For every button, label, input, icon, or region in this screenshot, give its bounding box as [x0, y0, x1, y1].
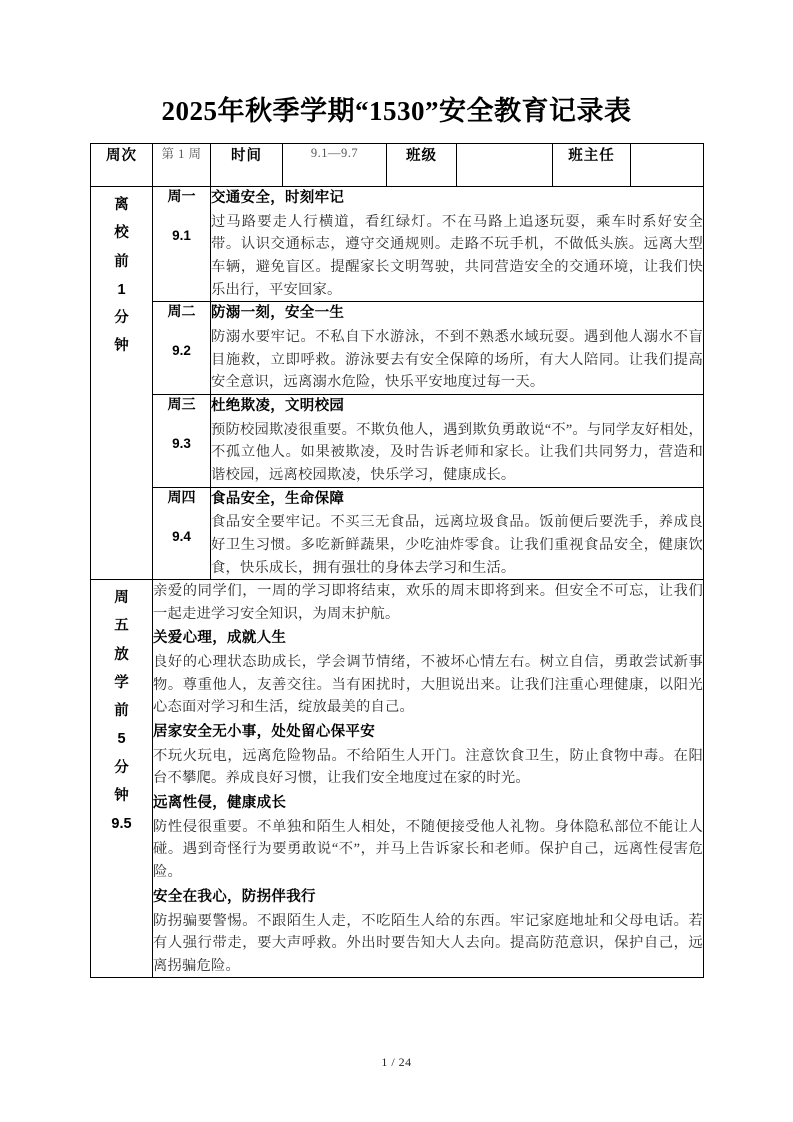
topic-body: 不玩火玩电，远离危险物品。不给陌生人开门。注意饮食卫生，防止食物中毒。在阳台不攀爬。养成良好习惯，让我们安全地度过在家的时光。 [153, 747, 703, 787]
topic-heading: 杜绝欺凌，文明校园 [211, 397, 345, 414]
topic-body: 防溺水要牢记。不私自下水游泳，不到不熟悉水域玩耍。遇到他人溺水不盲目施救，立即呼救。游泳要去有安全保障的场所，有大人陪同。让我们提高安全意识，远离溺水危险，快乐平安地度过每一天。 [211, 329, 703, 391]
topic-heading: 关爱心理，成就人生 [153, 630, 287, 647]
topic-body: 良好的心理状态助成长，学会调节情绪，不被坏心情左右。树立自信，勇敢尝试新事物。尊重他人，友善交往。当有困扰时，大胆说出来。让我们注重心理健康，以阳光心态面对学习和生活，绽放最美的自己。 [153, 654, 703, 716]
vlabel-date: 9.5 [111, 816, 132, 833]
header-cell-class-value[interactable] [457, 144, 553, 187]
vlabel-char: 钟 [114, 338, 129, 355]
topic-heading: 交通安全，时刻牢记 [211, 190, 345, 206]
vlabel-char: 分 [114, 310, 129, 327]
safety-record-table [90, 143, 704, 978]
vlabel-char: 学 [114, 674, 129, 691]
day-cell-thursday [153, 487, 211, 580]
content-cell-monday [211, 187, 704, 302]
topic-heading: 居家安全无小事，处处留心保平安 [153, 723, 375, 740]
table-row-monday [91, 187, 704, 302]
vlabel-char: 分 [114, 759, 129, 776]
vlabel-char: 放 [114, 646, 129, 663]
content-cell-wednesday [211, 394, 704, 487]
topic-body: 防拐骗要警惕。不跟陌生人走，不吃陌生人给的东西。牢记家庭地址和父母电话。若有人强行带走，要大声呼救。外出时要告知大人去向。提高防范意识，保护自己，远离拐骗危险。 [153, 912, 703, 974]
table-row-tuesday [91, 302, 704, 395]
vlabel-char: 五 [114, 618, 129, 635]
week-label: 周次 [106, 148, 137, 164]
header-cell-week-label [91, 144, 153, 187]
topic-body: 食品安全要牢记。不买三无食品，远离垃圾食品。饭前便后要洗手，养成良好卫生习惯。多吃新鲜蔬果，少吃油炸零食。让我们重视食品安全，健康饮食，快乐成长，拥有强壮的身体去学习和生活。 [211, 514, 703, 576]
safety-record-table-wrapper [90, 143, 703, 978]
day-name: 周四 [167, 488, 196, 505]
topic-body: 预防校园欺凌很重要。不欺负他人，遇到欺负勇敢说“不”。与同学友好相处，不孤立他人。如果被欺凌，及时告诉老师和家长。让我们共同努力，营造和谐校园，远离校园欺凌，快乐学习，健康成长。 [211, 421, 703, 483]
teacher-label: 班主任 [568, 148, 615, 164]
header-cell-week-value[interactable] [153, 144, 211, 187]
day-date: 9.1 [172, 228, 191, 244]
day-date: 9.4 [172, 528, 191, 544]
vlabel-char: 前 [114, 703, 129, 720]
day-cell-wednesday [153, 394, 211, 487]
vlabel-char: 周 [114, 590, 129, 607]
table-header-row [91, 144, 704, 187]
vlabel-char: 5 [117, 731, 126, 748]
day-name: 周三 [167, 395, 196, 412]
day-name: 周二 [167, 303, 196, 320]
vlabel-char: 钟 [114, 788, 129, 804]
vlabel-char: 校 [114, 225, 129, 242]
header-cell-teacher-value[interactable] [631, 144, 704, 187]
day-cell-monday [153, 187, 211, 302]
topic-body: 防性侵很重要。不单独和陌生人相处，不随便接受他人礼物。身体隐私部位不能让人碰。遇到奇怪行为要勇敢说“不”，并马上告诉家长和老师。保护自己，远离性侵害危险。 [153, 818, 703, 881]
vlabel-char: 1 [117, 281, 126, 298]
day-date: 9.2 [172, 343, 191, 359]
vertical-label-before-leaving [91, 187, 152, 365]
week-value: 第 1 周 [161, 147, 202, 161]
day-name: 周一 [167, 188, 196, 204]
topic-body: 过马路要走人行横道，看红绿灯。不在马路上追逐玩耍，乘车时系好安全带。认识交通标志，遵守交通规则。走路不玩手机，不做低头族。远离大型车辆，避免盲区。提醒家长文明驾驶，共同营造安全的交通环境，让我们快乐出行，平安回家。 [211, 213, 703, 298]
day-cell-tuesday [153, 302, 211, 395]
topic-heading: 防溺一刻，安全一生 [211, 305, 345, 322]
topic-heading: 食品安全，生命保障 [211, 490, 345, 507]
topic-heading: 安全在我心，防拐伴我行 [153, 888, 316, 905]
page-number: 1 / 24 [381, 1055, 412, 1069]
friday-intro: 亲爱的同学们，一周的学习即将结束，欢乐的周末即将到来。但安全不可忘，让我们一起走进学习安全知识，为周末护航。 [153, 583, 703, 622]
header-cell-class-label [387, 144, 457, 187]
day-date: 9.3 [172, 436, 191, 452]
content-cell-tuesday [211, 302, 704, 395]
section-label-before-leaving [91, 187, 153, 580]
content-cell-friday [153, 580, 704, 978]
time-value: 9.1—9.7 [310, 146, 359, 160]
table-row-friday [91, 580, 704, 978]
time-label: 时间 [231, 148, 262, 164]
table-row-wednesday [91, 394, 704, 487]
topic-heading: 远离性侵，健康成长 [153, 795, 287, 811]
header-cell-time-label [211, 144, 283, 187]
vertical-label-friday-dismissal [91, 580, 152, 842]
section-label-friday-dismissal [91, 580, 153, 978]
content-cell-thursday [211, 487, 704, 580]
page-title: 2025年秋季学期“1530”安全教育记录表 [161, 96, 632, 126]
class-label: 班级 [406, 148, 437, 164]
table-row-thursday [91, 487, 704, 580]
vlabel-char: 前 [114, 253, 129, 270]
header-cell-teacher-label [553, 144, 631, 187]
vlabel-char: 离 [114, 197, 129, 213]
header-cell-time-value[interactable] [283, 144, 387, 187]
